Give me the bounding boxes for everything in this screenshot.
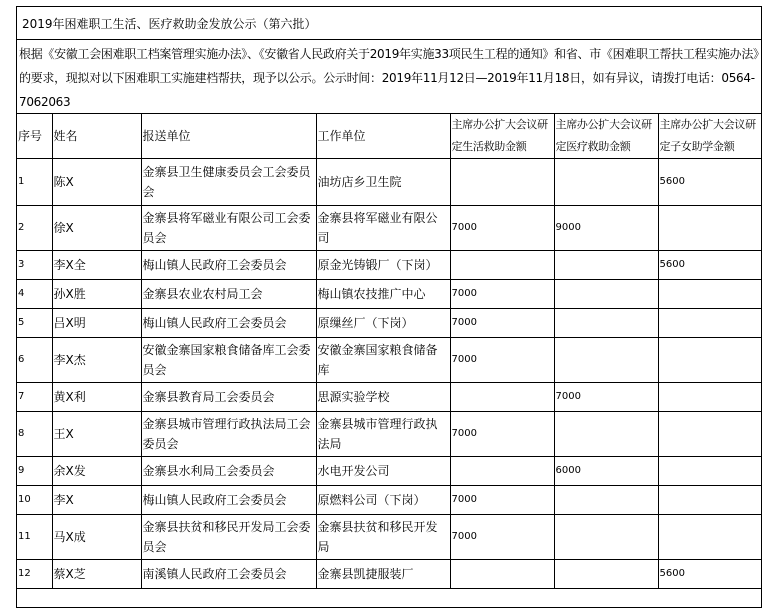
cell-work-unit: 梅山镇农技推广中心 — [316, 280, 450, 309]
cell-medical-aid: 6000 — [554, 457, 658, 486]
cell-living-aid: 7000 — [450, 412, 554, 457]
title-text: 2019年困难职工生活、医疗救助金发放公示（第六批） — [22, 16, 317, 31]
cell-education-aid: 5600 — [658, 251, 762, 280]
cell-name: 马X成 — [52, 515, 141, 560]
table-row — [17, 338, 762, 383]
cell-living-aid — [450, 457, 554, 486]
header-education-aid: 主席办公扩大会议研定子女助学金额 — [658, 114, 762, 159]
cell-index: 5 — [17, 309, 52, 338]
table-row — [17, 486, 762, 515]
cell-medical-aid — [554, 280, 658, 309]
cell-medical-aid — [554, 515, 658, 560]
cell-reporting-unit: 金寨县卫生健康委员会工会委员会 — [141, 159, 316, 206]
cell-name: 李X杰 — [52, 338, 141, 383]
cell-medical-aid — [554, 309, 658, 338]
cell-reporting-unit: 梅山镇人民政府工会委员会 — [141, 309, 316, 338]
table-row — [17, 412, 762, 457]
cell-living-aid: 7000 — [450, 206, 554, 251]
cell-medical-aid — [554, 560, 658, 589]
cell-living-aid: 7000 — [450, 515, 554, 560]
cell-index: 6 — [17, 338, 52, 383]
cell-index: 12 — [17, 560, 52, 589]
cell-education-aid — [658, 486, 762, 515]
header-work-unit: 工作单位 — [316, 114, 450, 159]
cell-work-unit: 思源实验学校 — [316, 383, 450, 412]
cell-name: 黄X利 — [52, 383, 141, 412]
table-row — [17, 280, 762, 309]
cell-education-aid: 5600 — [658, 159, 762, 206]
notice-document — [16, 6, 762, 608]
table-row — [17, 457, 762, 486]
cell-education-aid — [658, 206, 762, 251]
cell-index: 1 — [17, 159, 52, 206]
cell-name: 孙X胜 — [52, 280, 141, 309]
table-row — [17, 560, 762, 589]
cell-index: 2 — [17, 206, 52, 251]
cell-education-aid — [658, 383, 762, 412]
cell-education-aid: 5600 — [658, 560, 762, 589]
cell-index: 9 — [17, 457, 52, 486]
header-name: 姓名 — [52, 114, 141, 159]
cell-living-aid: 7000 — [450, 280, 554, 309]
cell-living-aid — [450, 383, 554, 412]
table-row — [17, 251, 762, 280]
cell-education-aid — [658, 412, 762, 457]
table-row — [17, 159, 762, 206]
cell-index: 10 — [17, 486, 52, 515]
cell-reporting-unit: 南溪镇人民政府工会委员会 — [141, 560, 316, 589]
cell-medical-aid — [554, 338, 658, 383]
cell-work-unit: 水电开发公司 — [316, 457, 450, 486]
table-header-row — [17, 114, 762, 159]
table-row — [17, 383, 762, 412]
cell-reporting-unit: 金寨县城市管理行政执法局工会委员会 — [141, 412, 316, 457]
cell-medical-aid: 9000 — [554, 206, 658, 251]
cell-name: 余X发 — [52, 457, 141, 486]
cell-work-unit: 原燃料公司（下岗） — [316, 486, 450, 515]
cell-education-aid — [658, 280, 762, 309]
cell-reporting-unit: 梅山镇人民政府工会委员会 — [141, 486, 316, 515]
cell-living-aid — [450, 560, 554, 589]
cell-reporting-unit: 金寨县扶贫和移民开发局工会委员会 — [141, 515, 316, 560]
cell-living-aid — [450, 251, 554, 280]
table-row — [17, 309, 762, 338]
cell-medical-aid: 7000 — [554, 383, 658, 412]
table-row — [17, 206, 762, 251]
cell-index: 3 — [17, 251, 52, 280]
cell-work-unit: 金寨县扶贫和移民开发局 — [316, 515, 450, 560]
cell-name: 王X — [52, 412, 141, 457]
cell-medical-aid — [554, 159, 658, 206]
cell-name: 蔡X芝 — [52, 560, 141, 589]
cell-work-unit: 金寨县将军磁业有限公司 — [316, 206, 450, 251]
header-reporting-unit: 报送单位 — [141, 114, 316, 159]
cell-name: 李X — [52, 486, 141, 515]
cell-education-aid — [658, 515, 762, 560]
cell-living-aid — [450, 159, 554, 206]
cell-name: 陈X — [52, 159, 141, 206]
document-title — [17, 7, 761, 40]
cell-medical-aid — [554, 486, 658, 515]
aid-table — [17, 114, 762, 589]
cell-medical-aid — [554, 412, 658, 457]
cell-work-unit: 金寨县凯捷服装厂 — [316, 560, 450, 589]
header-medical-aid: 主席办公扩大会议研定医疗救助金额 — [554, 114, 658, 159]
cell-living-aid: 7000 — [450, 486, 554, 515]
cell-medical-aid — [554, 251, 658, 280]
cell-work-unit: 原金光铸锻厂（下岗） — [316, 251, 450, 280]
cell-index: 8 — [17, 412, 52, 457]
cell-reporting-unit: 金寨县将军磁业有限公司工会委员会 — [141, 206, 316, 251]
cell-living-aid: 7000 — [450, 338, 554, 383]
cell-name: 吕X明 — [52, 309, 141, 338]
notice-paragraph: 根据《安徽工会困难职工档案管理实施办法》、《安徽省人民政府关于2019年实施33项民生工程的通知》和省、市《困难职工帮扶工程实施办法》的要求，现拟对以下困难职工实施建档帮扶，现予以公示。公示时间：2019年11月12日—2019年11月18日，如有异议，请拨打电话：0564-7062063 — [17, 40, 761, 114]
cell-education-aid — [658, 309, 762, 338]
cell-index: 7 — [17, 383, 52, 412]
cell-education-aid — [658, 338, 762, 383]
cell-reporting-unit: 金寨县农业农村局工会 — [141, 280, 316, 309]
cell-living-aid: 7000 — [450, 309, 554, 338]
header-living-aid: 主席办公扩大会议研定生活救助金额 — [450, 114, 554, 159]
cell-work-unit: 油坊店乡卫生院 — [316, 159, 450, 206]
cell-reporting-unit: 金寨县水利局工会委员会 — [141, 457, 316, 486]
table-row — [17, 515, 762, 560]
cell-reporting-unit: 金寨县教育局工会委员会 — [141, 383, 316, 412]
cell-work-unit: 安徽金寨国家粮食储备库 — [316, 338, 450, 383]
cell-work-unit: 金寨县城市管理行政执法局 — [316, 412, 450, 457]
cell-name: 徐X — [52, 206, 141, 251]
header-index: 序号 — [17, 114, 52, 159]
cell-index: 4 — [17, 280, 52, 309]
cell-index: 11 — [17, 515, 52, 560]
cell-education-aid — [658, 457, 762, 486]
cell-name: 李X全 — [52, 251, 141, 280]
cell-reporting-unit: 梅山镇人民政府工会委员会 — [141, 251, 316, 280]
cell-reporting-unit: 安徽金寨国家粮食储备库工会委员会 — [141, 338, 316, 383]
cell-work-unit: 原缫丝厂（下岗） — [316, 309, 450, 338]
